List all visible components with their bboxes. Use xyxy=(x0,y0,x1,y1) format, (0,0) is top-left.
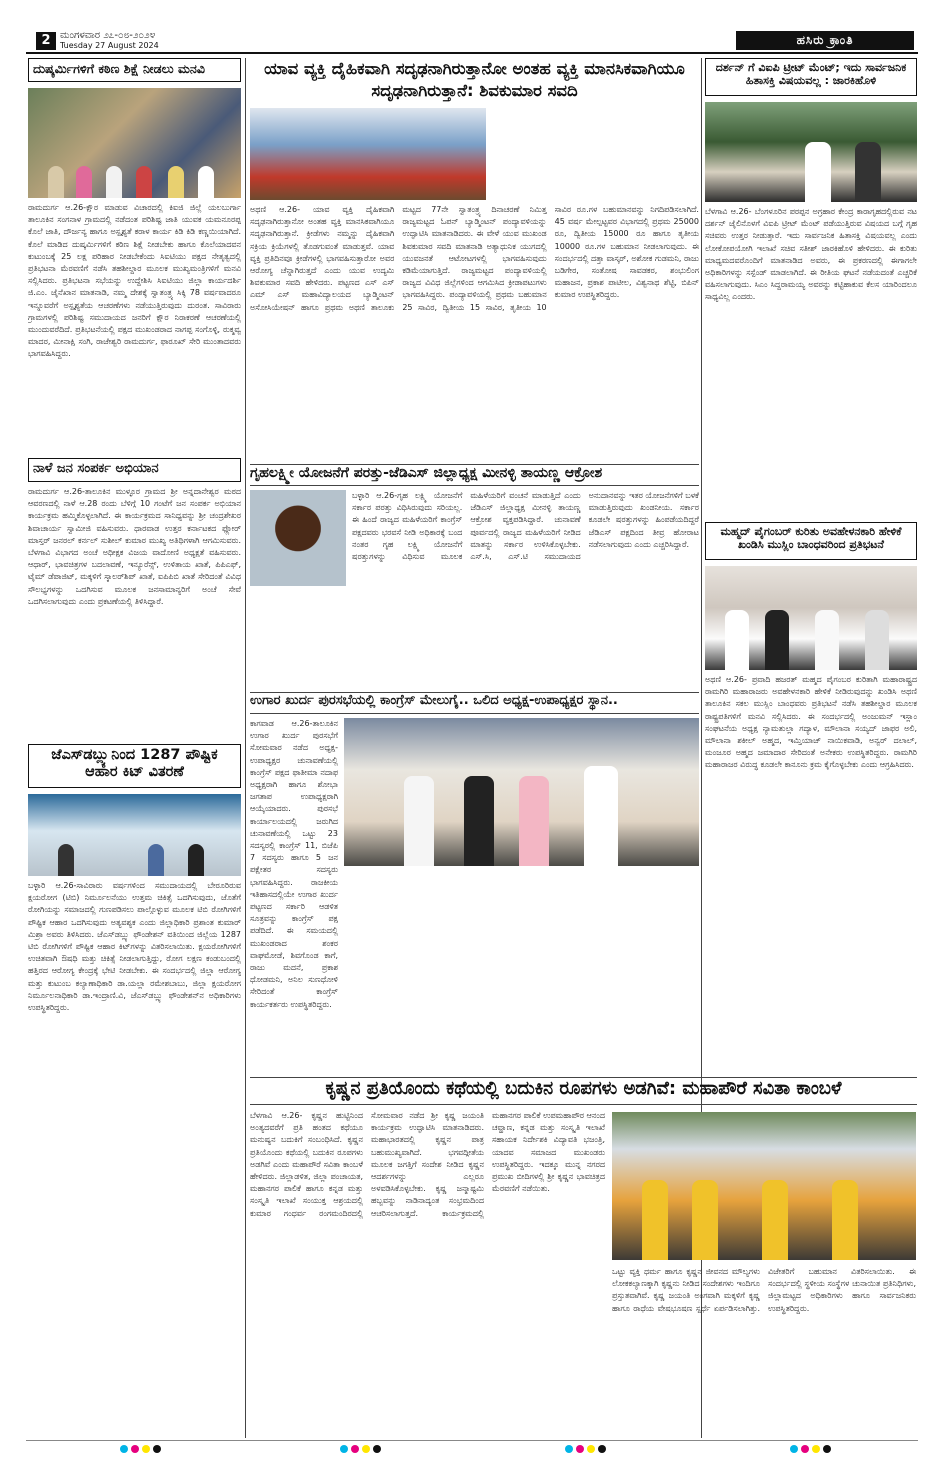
portrait-photo xyxy=(250,490,346,586)
article-headline: ದರ್ಶನ್ ಗೆ ವಿಐಪಿ ಟ್ರೀಟ್ ಮೆಂಟ್; ಇದು ಸಾರ್ವಜನಿಕ ಹಿತಾಸಕ್ತಿ ವಿಷಯವಲ್ಲ : ಜಾರಕಿಹೊಳಿ xyxy=(705,58,917,96)
article-headline: ದುಷ್ಕರ್ಮಿಗಳಿಗೆ ಕಠಿಣ ಶಿಕ್ಷೆ ನೀಡಲು ಮನವಿ xyxy=(28,58,241,82)
article-headline: ಗೃಹಲಕ್ಷ್ಮೀ ಯೋಜನೆಗೆ ಪರತ್ತು-ಜೆಡಿಎಸ್ ಜಿಲ್ಲಾಧ್ಯಕ್ಷ ಮೀನಳ್ಳಿ ತಾಯಣ್ಣ ಆಕ್ರೋಶ xyxy=(250,464,699,486)
article-photo xyxy=(28,88,241,198)
right-column xyxy=(705,58,917,1056)
article-headline: ನಾಳೆ ಜನ ಸಂಪರ್ಕ ಅಭಿಯಾನ xyxy=(28,458,241,482)
left-column xyxy=(28,58,241,1406)
page-number: 2 xyxy=(36,32,56,50)
article-photo xyxy=(28,794,241,876)
registration-dot xyxy=(362,1445,370,1453)
registration-dot xyxy=(120,1445,128,1453)
article-photo xyxy=(705,566,917,670)
article-body: ಕಾಗವಾಡ ಆ.26-ತಾಲೂಕಿನ ಉಗಾರ ಖುರ್ದ ಪುರಸಭೆಗೆ ಸೋಮವಾರ ನಡೆದ ಅಧ್ಯಕ್ಷ-ಉಪಾಧ್ಯಕ್ಷರ ಚುನಾವಣೆಯಲ್ಲಿ ಕಾಂಗ್ರೆಸ್ ಪಕ್ಷದ ಫಾತೀಮಾ ನದಾಫ ಅಧ್ಯಕ್ಷರಾಗಿ ಹಾಗೂ ಶೋಭಾ ಜಗತಾಪ ಉಪಾಧ್ಯಕ್ಷರಾಗಿ ಆಯ್ಕೆಯಾದರು. ಪುರಸಭೆ ಕಾರ್ಯಾಲಯದಲ್ಲಿ ಜರುಗಿದ ಚುನಾವಣೆಯಲ್ಲಿ ಒಟ್ಟು 23 ಸದಸ್ಯರಲ್ಲಿ ಕಾಂಗ್ರೆಸ್ 11, ಬಿಜೆಪಿ 7 ಸದಸ್ಯರು ಹಾಗೂ 5 ಜನ ಪಕ್ಷೇತರ ಸದಸ್ಯರು ಭಾಗವಹಿಸಿದ್ದರು. ರಾಜಕೀಯ ಇತಿಹಾಸದಲ್ಲಿಯೇ ಉಗಾರ ಖುರ್ದ ಪಟ್ಟಣದ ಸರ್ಕಾರಿ ಆಡಳಿತ ಸೂತ್ರವನ್ನು ಕಾಂಗ್ರೆಸ್ ಪಕ್ಷ ಪಡೆದಿದೆ. ಈ ಸಮಯದಲ್ಲಿ ಮುಖಂಡರಾದ ಶಂಕರ ವಾಘಮೋಡೆ, ಶಿವಗೊಂಡ ಕಾಗೆ, ರಾಜು ಮದನೆ, ಪ್ರಕಾಶ ಧೋಡಮನಿ, ಅನಿಲ ಸುಣಧೋಳಿ ಸೇರಿದಂತೆ ಕಾಂಗ್ರೆಸ್ ಕಾರ್ಯಕರ್ತರು ಉಪಸ್ಥಿತರಿದ್ದರು. xyxy=(250,719,338,1009)
article-body: ಬೆಳಗಾವಿ ಆ.26- ಬೆಂಗಳೂರಿನ ಪರಪ್ಪನ ಅಗ್ರಹಾರ ಕೇಂದ್ರ ಕಾರಾಗೃಹದಲ್ಲಿರುವ ನಟ ದರ್ಶನ್ ಜೈಲಿನೊಳಗೆ ವಿಐಪಿ ಟ್ರೀಟ್ ಮೆಂಟ್ ಪಡೆಯುತ್ತಿರುವ ವಿಷಯದ ಬಗ್ಗೆ ಗೃಹ ಸಚಿವರು ಉತ್ತರ ನೀಡುತ್ತಾರೆ. ಇದು ಸಾರ್ವಜನಿಕ ಹಿತಾಸಕ್ತಿ ವಿಷಯವಲ್ಲ ಎಂದು ಲೋಕೋಪಯೋಗಿ ಇಲಾಖೆ ಸಚಿವ ಸತೀಶ್ ಜಾರಕಿಹೊಳಿ ಹೇಳಿದರು. ಈ ಕುರಿತು ಮಾಧ್ಯಮದವರೊಂದಿಗೆ ಮಾತನಾಡಿದ ಅವರು, ಈ ಪ್ರಕರಣದಲ್ಲಿ ಈಗಾಗಲೇ ಅಧಿಕಾರಿಗಳನ್ನು ಸಸ್ಪೆಂಡ್ ಮಾಡಲಾಗಿದೆ. ಈ ರೀತಿಯ ಘಟನೆ ನಡೆಯದಂತೆ ಎಚ್ಚರಿಕೆ ವಹಿಸಲಾಗುವುದು. ಸಿಎಂ ಸಿದ್ದರಾಮಯ್ಯ ಅವರನ್ನು ಕಟ್ಟಿಹಾಕುವ ಕೆಲಸ ಯಾರಿಂದಲೂ ಸಾಧ್ಯವಿಲ್ಲ ಎಂದರು. xyxy=(705,207,917,302)
registration-marks xyxy=(565,1445,606,1453)
article-body: ಅಥಣಿ ಆ.26- ಪ್ರವಾದಿ ಹಜರತ್ ಮಹ್ಮದ ಪೈಗಂಬರ ಕುರಿತಾಗಿ ಮಹಾರಾಷ್ಟ್ರದ ರಾಮಗಿರಿ ಮಹಾರಾಜರು ಅವಹೇಳನಕಾರಿ ಹೇಳಿಕೆ ನೀಡಿರುವುದನ್ನು ಖಂಡಿಸಿ ಅಥಣಿ ತಾಲೂಕಿನ ಸಕಲ ಮುಸ್ಲಿಂ ಬಾಂಧವರು ಪ್ರತಿಭಟನೆ ನಡೆಸಿ ತಹಶೀಲ್ದಾರ ಮೂಲಕ ರಾಷ್ಟ್ರಪತಿಗಳಿಗೆ ಮನವಿ ಸಲ್ಲಿಸಿದರು. ಈ ಸಂದರ್ಭದಲ್ಲಿ ಅಂಜುಮನ್ ಇಸ್ಲಾಂ ಸಂಘಟನೆಯ ಅಧ್ಯಕ್ಷ ನ್ಯಾಮತುಲ್ಲಾ ಗದ್ಯಾಳ, ಮೌಲಾನಾ ಸಯ್ಯದ್ ಜಾಫರ ಅಲಿ, ಮೌಲಾನಾ ಶಕೀಲ್ ಅಹ್ಮದ, ಇಮ್ತಿಯಾಜ್ ನಾಯಿಕವಾಡಿ, ಅನ್ವರ್ ದಲಾಲ್, ಮಂಜೂರ ಅಹ್ಮದ ಜಮಾದಾರ ಸೇರಿದಂತೆ ಅನೇಕರು ಉಪಸ್ಥಿತರಿದ್ದರು. ರಾಮಗಿರಿ ಮಹಾರಾಜರ ವಿರುದ್ಧ ಕೂಡಲೇ ಕಾನೂನು ಕ್ರಮ ಕೈಗೊಳ್ಳಬೇಕು ಎಂದು ಆಗ್ರಹಿಸಿದರು. xyxy=(705,675,917,770)
registration-dot xyxy=(587,1445,595,1453)
bottom-rule xyxy=(26,1440,918,1441)
date-kannada: ಮಂಗಳವಾರ ೨೭-೦೮-೨೦೨೪ xyxy=(60,30,156,41)
article-headline: ಮಹ್ಮದ್ ಪೈಗಂಬರ್ ಕುರಿತು ಅವಹೇಳನಕಾರಿ ಹೇಳಿಕೆ ಖಂಡಿಸಿ ಮುಸ್ಲಿಂ ಬಾಂಧವರಿಂದ ಪ್ರತಿಭಟನೆ xyxy=(705,522,917,560)
date-english: Tuesday 27 August 2024 xyxy=(60,41,159,50)
registration-dot xyxy=(812,1445,820,1453)
middle-column xyxy=(250,58,699,1009)
article-photo xyxy=(250,108,486,200)
registration-dot xyxy=(340,1445,348,1453)
article-body: ರಾಮದುರ್ಗ ಆ.26-ಕ್ಷೌರ ಮಾಡುವ ವಿಚಾರದಲ್ಲಿ ಕಿಐಜಿ ಜಿಲ್ಲೆ ಯಲಬುರ್ಗಾ ತಾಲೂಕಿನ ಸಂಗನಾಳ ಗ್ರಾಮದಲ್ಲಿ ನಡೆದಂತ ಪರಿಶಿಷ್ಟ ಜಾತಿ ಯುವಕ ಯಮನೂರಪ್ಪ ಕೊಲೆ ಜಾತಿ, ದೌರ್ಜನ್ಯ ಹಾಗೂ ಅಸ್ಪೃಶ್ಯತೆ ಕರಾಳ ಕಾರ್ಯ ಕಿಡಿ ಕಿಡಿ ಕಣ್ಣಯಿಯಾಗಿದೆ. ಕೊಲೆ ಮಾಡಿದ ದುಷ್ಕರ್ಮಿಗಳಿಗೆ ಕಠಿಣ ಶಿಕ್ಷೆ ನೀಡಬೇಕು ಹಾಗೂ ಕೊಲೆಯಾದವನ ಕುಟುಂಬಕ್ಕೆ 25 ಲಕ್ಷ ಪರಿಹಾರ ನೀಡಬೇಕೆಂದು ಸಿಐಟಿಯು ಪಕ್ಷದ ನೇತೃತ್ವದಲ್ಲಿ ಪ್ರತಿಭಟನಾ ಮೆರವಣಿಗೆ ನಡೆಸಿ ತಹಶೀಲ್ದಾರ ಮೂಲಕ ಮುಖ್ಯಮಂತ್ರಿಗಳಿಗೆ ಮನವಿ ಸಲ್ಲಿಸಿದರು. ಪ್ರತಿಭಟನಾ ಸಭೆಯನ್ನು ಉದ್ದೇಶಿಸಿ ಸಿಐಟಿಯು ಜಿಲ್ಲಾ ಕಾರ್ಯದರ್ಶಿ ಜಿ.ಎಂ. ಜೈನೆಖಾನ ಮಾತನಾಡಿ, ನಮ್ಮ ದೇಶಕ್ಕೆ ಸ್ವಾತಂತ್ರ್ಯ ಸಿಕ್ಕಿ 78 ವರ್ಷವಾದರೂ ಇನ್ನೂವರೆಗೆ ಅಸ್ಪೃಶ್ಯತೆಯ ಆಚರಣೆಗಳು ನಡೆಯುತ್ತಿರುವುದು ದುರಂತ. ಸಾವಿರಾರು ಗ್ರಾಮಗಳಲ್ಲಿ ಪರಿಶಿಷ್ಟ ಸಮುದಾಯದ ಜನರಿಗೆ ಕ್ಷೌರ ನಿರಾಕರಣೆ ಆಚರಣೆಯಲ್ಲಿ ಮುಂದುವರೆದಿದೆ. ಪ್ರತಿಭಟನೆಯಲ್ಲಿ ಪಕ್ಷದ ಮುಖಂಡರಾದ ನಾಗಪ್ಪ ಸಂಗೊಳ್ಳಿ, ರುಕ್ಮವ್ವ ಮಾದರ, ಮೀನಾಕ್ಷಿ ಸಂಗಿ, ರಾಜೇಶ್ವರಿ ರಾಮದುರ್ಗ, ಫಾರೂಖ್ ಸೇರಿ ಮುಂತಾದವರು ಭಾಗವಹಿಸಿದ್ದರು. xyxy=(28,203,241,359)
registration-dot xyxy=(576,1445,584,1453)
article-body: ಬಳ್ಳಾರಿ ಆ.26-ಸಾವಿರಾರು ವರ್ಷಗಳಿಂದ ಸಮುದಾಯದಲ್ಲಿ ಬೇರೂರಿರುವ ಕ್ಷಯರೋಗ (ಟಿಬಿ) ನಿರ್ಮೂಲನೆಯು ಉತ್ತಮ ಚಿಕಿತ್ಸೆ ಒದಗಿಸುವುದು, ಜೊತೆಗೆ ರೋಗಿಯನ್ನು ಸಮಾಜದಲ್ಲಿ ಗುಣಪಡಿಸಲು ಪಾಲ್ಗೊಳ್ಳುವ ಮೂಲಕ ಟಿಬಿ ರೋಗಿಗಳಿಗೆ ಪೌಷ್ಟಿಕ ಆಹಾರ ಒದಗಿಸುವುದು ಅತ್ಯವಶ್ಯಕ ಎಂದು ಜಿಲ್ಲಾಧಿಕಾರಿ ಪ್ರಶಾಂತ ಕುಮಾರ್ ಮಿಶ್ರಾ ಅವರು ತಿಳಿಸಿದರು. ಜೆಎಸ್‌ಡಬ್ಲ್ಯು ಫೌಂಡೇಶನ್ ವತಿಯಿಂದ ಜಿಲ್ಲೆಯ 1287 ಟಿಬಿ ರೋಗಿಗಳಿಗೆ ಪೌಷ್ಟಿಕ ಆಹಾರ ಕಿಟ್‌ಗಳನ್ನು ವಿತರಿಸಲಾಯಿತು. ಕ್ಷಯರೋಗಿಗಳಿಗೆ ಉಚಿತವಾಗಿ ಔಷಧಿ ಮತ್ತು ಚಿಕಿತ್ಸೆ ನೀಡಲಾಗುತ್ತಿದ್ದು, ರೋಗ ಲಕ್ಷಣ ಕಂಡುಬಂದಲ್ಲಿ ಹತ್ತಿರದ ಆರೋಗ್ಯ ಕೇಂದ್ರಕ್ಕೆ ಭೇಟಿ ನೀಡಬೇಕು. ಈ ಸಂದರ್ಭದಲ್ಲಿ ಜಿಲ್ಲಾ ಆರೋಗ್ಯ ಮತ್ತು ಕುಟುಂಬ ಕಲ್ಯಾಣಾಧಿಕಾರಿ ಡಾ.ಯಲ್ಲಾ ರಮೇಶಬಾಬು, ಜಿಲ್ಲಾ ಕ್ಷಯರೋಗ ನಿರ್ಮೂಲನಾಧಿಕಾರಿ ಡಾ.ಇಂದ್ರಾಣಿ.ವಿ, ಜೆಎಸ್‌ಡಬ್ಲ್ಯು ಫೌಂಡೇಶನ್‌ನ ಅಧಿಕಾರಿಗಳು ಉಪಸ್ಥಿತರಿದ್ದರು. xyxy=(28,881,241,1013)
article-body-continued xyxy=(492,108,699,200)
lead-headline: ಯಾವ ವ್ಯಕ್ತಿ ದೈಹಿಕವಾಗಿ ಸದೃಢನಾಗಿರುತ್ತಾನೋ ಅಂತಹ ವ್ಯಕ್ತಿ ಮಾನಸಿಕವಾಗಿಯೂ ಸದೃಢನಾಗಿರುತ್ತಾನೆ: ಶಿವಕುಮಾರ ಸವದಿ xyxy=(264,59,685,100)
registration-dot xyxy=(790,1445,798,1453)
registration-dot xyxy=(153,1445,161,1453)
article-photo xyxy=(612,1112,916,1260)
article-headline: ಜೆಎಸ್‌ಡಬ್ಲ್ಯುನಿಂದ 1287 ಪೌಷ್ಟಿಕ ಆಹಾರ ಕಿಟ್ ವಿತರಣೆ xyxy=(28,744,241,788)
registration-dot xyxy=(565,1445,573,1453)
registration-marks xyxy=(790,1445,831,1453)
registration-dot xyxy=(598,1445,606,1453)
article-body: ಬೆಳಗಾವಿ ಆ.26- ಕೃಷ್ಣನ ಹುಟ್ಟಿನಿಂದ ಅಂತ್ಯದವರೆಗೆ ಪ್ರತಿ ಹಂತದ ಕಥೆಯೂ ಮನುಷ್ಯನ ಬದುಕಿಗೆ ಸಂಬಂಧಿಸಿದೆ. ಕೃಷ್ಣನ ಪ್ರತಿಯೊಂದು ಕಥೆಯಲ್ಲಿ ಬದುಕಿನ ರೂಪಗಳು ಅಡಗಿವೆ ಎಂದು ಮಹಾಪೌರೆ ಸವಿತಾ ಕಾಂಬಳೆ ಹೇಳಿದರು. ಜಿಲ್ಲಾಡಳಿತ, ಜಿಲ್ಲಾ ಪಂಚಾಯತ, ಮಹಾನಗರ ಪಾಲಿಕೆ ಹಾಗೂ ಕನ್ನಡ ಮತ್ತು ಸಂಸ್ಕೃತಿ ಇಲಾಖೆ ಸಂಯುಕ್ತ ಆಶ್ರಯದಲ್ಲಿ ಕುಮಾರ ಗಂಧರ್ವ ರಂಗಮಂದಿರದಲ್ಲಿ ಸೋಮವಾರ ನಡೆದ ಶ್ರೀ ಕೃಷ್ಣ ಜಯಂತಿ ಕಾರ್ಯಕ್ರಮ ಉದ್ಘಾಟಿಸಿ ಮಾತನಾಡಿದರು. ಮಹಾಭಾರತದಲ್ಲಿ ಕೃಷ್ಣನ ಪಾತ್ರ ಬಹುಮುಖ್ಯವಾಗಿದೆ. ಭಗವದ್ಗೀತೆಯ ಮೂಲಕ ಜಗತ್ತಿಗೆ ಸಂದೇಶ ನೀಡಿದ ಕೃಷ್ಣನ ಆದರ್ಶಗಳನ್ನು ಎಲ್ಲರೂ ಅಳವಡಿಸಿಕೊಳ್ಳಬೇಕು. ಕೃಷ್ಣ ಜನ್ಮಾಷ್ಟಮಿ ಹಬ್ಬವನ್ನು ನಾಡಿನಾದ್ಯಂತ ಸಂಭ್ರಮದಿಂದ ಆಚರಿಸಲಾಗುತ್ತದೆ. ಕಾರ್ಯಕ್ರಮದಲ್ಲಿ ಮಹಾನಗರ ಪಾಲಿಕೆ ಉಪಮಹಾಪೌರ ಆನಂದ ಚವ್ಹಾಣ, ಕನ್ನಡ ಮತ್ತು ಸಂಸ್ಕೃತಿ ಇಲಾಖೆ ಸಹಾಯಕ ನಿರ್ದೇಶಕಿ ವಿದ್ಯಾವತಿ ಭಜಂತ್ರಿ, ಯಾದವ ಸಮಾಜದ ಮುಖಂಡರು ಉಪಸ್ಥಿತರಿದ್ದರು. ಇದಕ್ಕೂ ಮುನ್ನ ನಗರದ ಪ್ರಮುಖ ಬೀದಿಗಳಲ್ಲಿ ಶ್ರೀ ಕೃಷ್ಣನ ಭಾವಚಿತ್ರದ ಮೆರವಣಿಗೆ ನಡೆಯಿತು. xyxy=(250,1111,605,1218)
article-body: ರಾಮದುರ್ಗ ಆ.26-ತಾಲೂಕಿನ ಮುಳ್ಳೂರ ಗ್ರಾಮದ ಶ್ರೀ ಅನ್ನದಾನೇಶ್ವರ ಮಠದ ಆವರಣದಲ್ಲಿ ನಾಳೆ ಆ.28 ರಂದು ಬೆಳಿಗ್ಗೆ 10 ಗಂಟೆಗೆ ಜನ ಸಂಪರ್ಕ ಅಭಿಯಾನ ಕಾರ್ಯಕ್ರಮ ಹಮ್ಮಿಕೊಳ್ಳಲಾಗಿದೆ. ಈ ಕಾರ್ಯಕ್ರಮದ ಸಾನಿಧ್ಯವನ್ನು ಶ್ರೀ ಚಂದ್ರಶೇಖರ ಶಿವಾಚಾರ್ಯ ಸ್ವಾಮೀಜಿ ವಹಿಸುವರು. ಧಾರವಾಡ ಉತ್ತರ ಕರ್ನಾಟಕದ ಫ್ಲೋರ್ ಮಾಸ್ತರ್ ಜನರಲ್ ಕರ್ನಲ್ ಸುಶೀಲ್ ಕುಮಾರ ಮುಖ್ಯ ಅತಿಥಿಗಳಾಗಿ ಆಗಮಿಸುವರು. ಬೆಳಗಾವಿ ವಿಭಾಗದ ಅಂಚೆ ಅಧೀಕ್ಷಕ ವಿಜಯ ವಾದೋಣಿ ಅಧ್ಯಕ್ಷತೆ ವಹಿಸುವರು. ಆಧಾರ್, ಭಾವಚಿತ್ರಗಳ ಬದಲಾವಣೆ, ಇನ್ಯೂರೆನ್ಸ್, ಉಳಿತಾಯ ಖಾತೆ, ಪಿಪಿಎಫ್, ಟೈಮ್ ಡೆಪಾಜಿಟ್, ಮಕ್ಕಳಿಗೆ ಸ್ಕಾಲರ್‌ಶಿಪ್ ಖಾತೆ, ಐಪಿಪಿಬಿ ಖಾತೆ ಸೇರಿದಂತೆ ವಿವಿಧ ಸೌಲಭ್ಯಗಳನ್ನು ಒದಗಿಸುವ ಮೂಲಕ ಜನಸಾಮಾನ್ಯರಿಗೆ ಅಂಚೆ ಸೇವೆ ಒದಗಿಸಲಾಗುವುದು ಎಂದು ಪ್ರಕಟಣೆಯಲ್ಲಿ ತಿಳಿಸಿದ್ದಾರೆ. xyxy=(28,487,241,606)
registration-dot xyxy=(373,1445,381,1453)
registration-marks xyxy=(340,1445,381,1453)
registration-dot xyxy=(142,1445,150,1453)
article-photo xyxy=(705,102,917,202)
article-body: ಅಥಣಿ ಆ.26- ಯಾವ ವ್ಯಕ್ತಿ ದೈಹಿಕವಾಗಿ ಸದೃಢನಾಗಿರುತ್ತಾನೋ ಅಂತಹ ವ್ಯಕ್ತಿ ಮಾನಸಿಕವಾಗಿಯೂ ಸದೃಢನಾಗಿರುತ್ತಾನೆ. ಕ್ರೀಡೆಗಳು ನಮ್ಮನ್ನು ದೈಹಿಕವಾಗಿ ಸಕ್ರಿಯ ಕ್ರಿಯೆಗಳಲ್ಲಿ ತೊಡಗುವಂತೆ ಮಾಡುತ್ತವೆ. ಯಾವ ವ್ಯಕ್ತಿ ಪ್ರತಿದಿನವೂ ಕ್ರೀಡೆಗಳಲ್ಲಿ ಭಾಗವಹಿಸುತ್ತಾರೋ ಅವರ ಆರೋಗ್ಯ ಚೆನ್ನಾಗಿರುತ್ತದೆ ಎಂದು ಯುವ ಉದ್ಯಮಿ ಶಿವಕುಮಾರ ಸವದಿ ಹೇಳಿದರು. ಪಟ್ಟಣದ ಎಸ್ ಎಸ್ ಎಮ್ ಎಸ್ ಮಹಾವಿದ್ಯಾಲಯದ ಬ್ಯಾಡ್ಮಿಂಟನ್ ಅಸೋಸಿಯೇಷನ್ ಹಾಗೂ ಪ್ರಥಮ ಅಥಣಿ ತಾಲೂಕು ಮಟ್ಟದ 77ನೇ ಸ್ವಾತಂತ್ರ್ಯ ದಿನಾಚರಣೆ ನಿಮಿತ್ತ ರಾಜ್ಯಮಟ್ಟದ ಓಪನ್ ಬ್ಯಾಡ್ಮಿಂಟನ್ ಪಂದ್ಯಾವಳಿಯನ್ನು ಉದ್ಘಾಟಿಸಿ ಮಾತನಾಡಿದರು. ಈ ವೇಳೆ ಯುವ ಮುಖಂಡ ಶಿವಕುಮಾರ ಸವದಿ ಮಾತನಾಡಿ ಅತ್ಯಾಧುನಿಕ ಯುಗದಲ್ಲಿ ಯುವಜನತೆ ಆಟೋಟಗಳಲ್ಲಿ ಭಾಗವಹಿಸುವುದು ಕಡಿಮೆಯಾಗುತ್ತಿದೆ. ರಾಜ್ಯಮಟ್ಟದ ಪಂದ್ಯಾವಳಿಯಲ್ಲಿ ರಾಜ್ಯದ ವಿವಿಧ ಜಿಲ್ಲೆಗಳಿಂದ ಆಗಮಿಸಿದ ಕ್ರೀಡಾಪಟುಗಳು ಭಾಗವಹಿಸಿದ್ದರು. ಪಂದ್ಯಾವಳಿಯಲ್ಲಿ ಪ್ರಥಮ ಬಹುಮಾನ 25 ಸಾವಿರ, ದ್ವಿತೀಯ 15 ಸಾವಿರ, ತೃತೀಯ 10 ಸಾವಿರ ರೂ.ಗಳ ಬಹುಮಾನವನ್ನು ನಿಗದಿಪಡಿಸಲಾಗಿದೆ. 45 ವರ್ಷ ಮೇಲ್ಪಟ್ಟವರ ವಿಭಾಗದಲ್ಲಿ ಪ್ರಥಮ 25000 ರೂ, ದ್ವಿತೀಯ 15000 ರೂ ಹಾಗೂ ತೃತೀಯ 10000 ರೂ.ಗಳ ಬಹುಮಾನ ನೀಡಲಾಗುವುದು. ಈ ಸಂದರ್ಭದಲ್ಲಿ ದತ್ತಾ ವಾಸ್ಕರ್, ಅಶೋಕ ಗುಡಮನಿ, ರಾಜು ಬಡಿಗೇರ, ಸಂತೋಷ ಸಾವಡಕರ, ಶಂಭುಲಿಂಗ ಮಹಾಜನ, ಪ್ರಕಾಶ ಪಾಟೀಲ, ವಿಶ್ವನಾಥ ಶೆಟ್ಟಿ, ಬಿಪಿನ್ ಕುಮಾರ ಉಪಸ್ಥಿತರಿದ್ದರು. xyxy=(250,205,699,312)
article-headline: ಉಗಾರ ಖುರ್ದ ಪುರಸಭೆಯಲ್ಲಿ ಕಾಂಗ್ರೆಸ್ ಮೇಲುಗೈ.. ಒಲಿದ ಅಧ್ಯಕ್ಷ-ಉಪಾಧ್ಯಕ್ಷರ ಸ್ಥಾನ.. xyxy=(250,692,699,714)
article-headline: ಕೃಷ್ಣನ ಪ್ರತಿಯೊಂದು ಕಥೆಯಲ್ಲಿ ಬದುಕಿನ ರೂಪಗಳು ಅಡಗಿವೆ: ಮಹಾಪೌರೆ ಸವಿತಾ ಕಾಂಬಳೆ xyxy=(250,1077,917,1105)
registration-dot xyxy=(823,1445,831,1453)
article-body: ಬಳ್ಳಾರಿ ಆ.26-ಗೃಹ ಲಕ್ಷ್ಮಿ ಯೋಜನೆಗೆ ಸರ್ಕಾರ ಪರತ್ತು ವಿಧಿಸಿರುವುದು ಸರಿಯಲ್ಲ. ಈ ಹಿಂದೆ ರಾಜ್ಯದ ಮಹಿಳೆಯರಿಗೆ ಕಾಂಗ್ರೆಸ್ ಪಕ್ಷದವರು ಭರವಸೆ ನೀಡಿ ಅಧಿಕಾರಕ್ಕೆ ಬಂದ ನಂತರ ಗೃಹ ಲಕ್ಷ್ಮಿ ಯೋಜನೆಗೆ ಷರತ್ತುಗಳನ್ನು ವಿಧಿಸುವ ಮೂಲಕ ಮಹಿಳೆಯರಿಗೆ ವಂಚನೆ ಮಾಡುತ್ತಿದೆ ಎಂದು ಜೆಡಿಎಸ್ ಜಿಲ್ಲಾಧ್ಯಕ್ಷ ಮೀನಳ್ಳಿ ತಾಯಣ್ಣ ಆಕ್ರೋಶ ವ್ಯಕ್ತಪಡಿಸಿದ್ದಾರೆ. ಚುನಾವಣೆ ಪೂರ್ವದಲ್ಲಿ ರಾಜ್ಯದ ಮಹಿಳೆಯರಿಗೆ ನೀಡಿದ ಮಾತನ್ನು ಸರ್ಕಾರ ಉಳಿಸಿಕೊಳ್ಳಬೇಕು. ಎಸ್.ಸಿ, ಎಸ್.ಟಿ ಸಮುದಾಯದ ಅನುದಾನವನ್ನು ಇತರ ಯೋಜನೆಗಳಿಗೆ ಬಳಕೆ ಮಾಡುತ್ತಿರುವುದು ಖಂಡನೀಯ. ಸರ್ಕಾರ ಕೂಡಲೇ ಷರತ್ತುಗಳನ್ನು ಹಿಂಪಡೆಯದಿದ್ದರೆ ಜೆಡಿಎಸ್ ಪಕ್ಷದಿಂದ ತೀವ್ರ ಹೋರಾಟ ನಡೆಸಲಾಗುವುದು ಎಂದು ಎಚ್ಚರಿಸಿದ್ದಾರೆ. xyxy=(352,491,699,562)
registration-marks xyxy=(120,1445,161,1453)
article-body: ಒಟ್ಟು ವ್ಯಕ್ತಿ ಧರ್ಮ ಹಾಗೂ ಕೃಷ್ಣನ ಜೀವನದ ಮೌಲ್ಯಗಳು ಲೋಕಕಲ್ಯಾಣಕ್ಕಾಗಿ ಕೃಷ್ಣನು ನೀಡಿದ ಸಂದೇಶಗಳು ಇಂದಿಗೂ ಪ್ರಸ್ತುತವಾಗಿವೆ. ಕೃಷ್ಣ ಜಯಂತಿ ಅಂಗವಾಗಿ ಮಕ್ಕಳಿಗೆ ಕೃಷ್ಣ ಹಾಗೂ ರಾಧೆಯ ವೇಷಭೂಷಣ ಸ್ಪರ್ಧೆ ಏರ್ಪಡಿಸಲಾಗಿತ್ತು. ವಿಜೇತರಿಗೆ ಬಹುಮಾನ ವಿತರಿಸಲಾಯಿತು. ಈ ಸಂದರ್ಭದಲ್ಲಿ ಸ್ಥಳೀಯ ಸಂಸ್ಥೆಗಳ ಚುನಾಯಿತ ಪ್ರತಿನಿಧಿಗಳು, ಜಿಲ್ಲಾಮಟ್ಟದ ಅಧಿಕಾರಿಗಳು ಹಾಗೂ ಸಾರ್ವಜನಿಕರು ಉಪಸ್ಥಿತರಿದ್ದರು. xyxy=(612,1267,916,1313)
registration-dot xyxy=(351,1445,359,1453)
newspaper-brand: ಹಸಿರು ಕ್ರಾಂತಿ xyxy=(736,31,914,50)
registration-dot xyxy=(801,1445,809,1453)
registration-dot xyxy=(131,1445,139,1453)
column-divider xyxy=(245,58,246,1438)
article-photo xyxy=(344,718,699,866)
